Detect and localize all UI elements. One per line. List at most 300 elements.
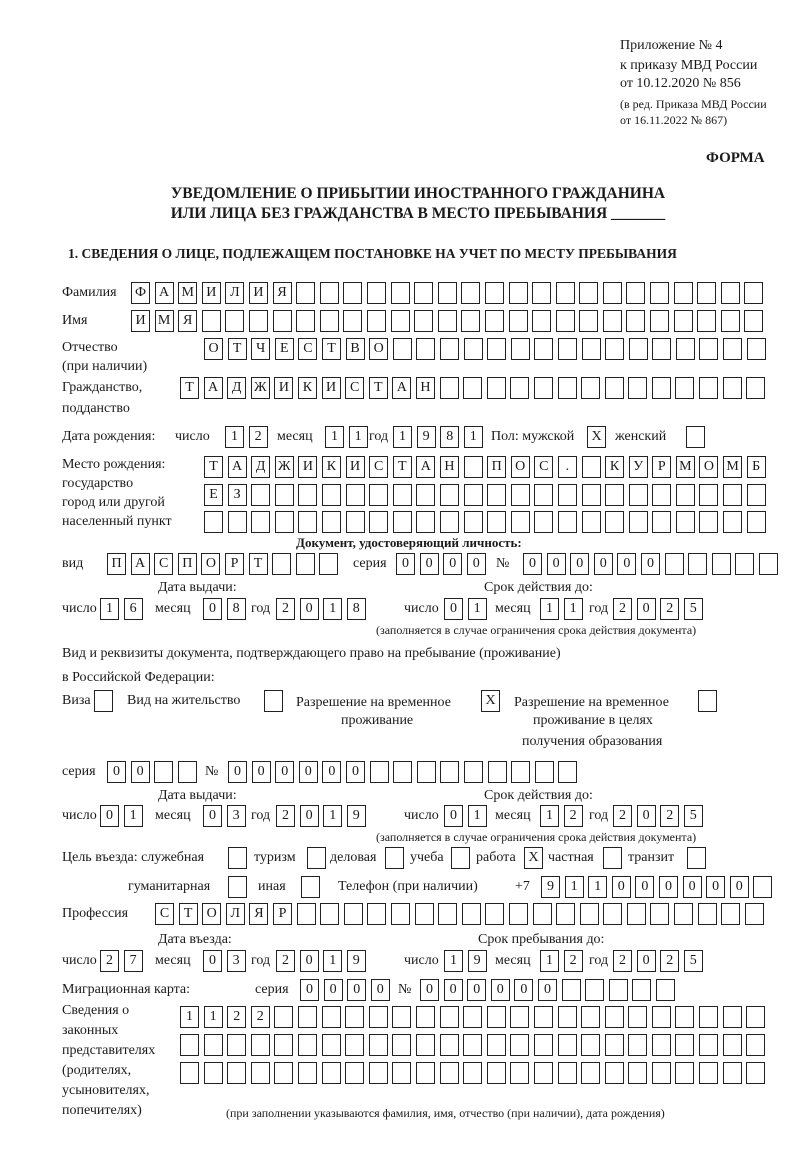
char-box[interactable] [298,1006,317,1028]
char-box[interactable] [581,377,600,399]
char-box[interactable] [747,511,766,533]
char-box[interactable] [676,338,695,360]
char-box[interactable]: 0 [467,553,486,575]
char-box[interactable]: С [369,456,388,478]
char-box[interactable] [345,1006,364,1028]
char-box[interactable] [746,1062,765,1084]
char-box[interactable]: Т [249,553,268,575]
char-box[interactable]: 0 [396,553,415,575]
char-box[interactable] [699,377,718,399]
char-box[interactable] [369,1034,388,1056]
char-box[interactable]: 1 [540,805,559,827]
char-box[interactable]: О [369,338,388,360]
purpose-study-checkbox[interactable] [451,847,470,869]
sex-male-checkbox[interactable]: X [587,426,606,448]
char-box[interactable] [605,1062,624,1084]
char-box[interactable] [534,1062,553,1084]
char-box[interactable] [585,979,604,1001]
char-box[interactable]: 9 [347,805,366,827]
char-box[interactable]: 0 [371,979,390,1001]
char-box[interactable] [605,484,624,506]
char-box[interactable] [251,484,270,506]
char-box[interactable] [440,761,459,783]
char-box[interactable]: 1 [323,805,342,827]
char-box[interactable]: 1 [204,1006,223,1028]
char-box[interactable] [511,484,530,506]
char-box[interactable] [392,1006,411,1028]
char-box[interactable]: 5 [684,805,703,827]
char-box[interactable]: О [201,553,220,575]
char-box[interactable] [628,377,647,399]
char-box[interactable]: С [534,456,553,478]
char-box[interactable] [487,338,506,360]
char-box[interactable]: 0 [228,761,247,783]
char-box[interactable]: 2 [251,1006,270,1028]
char-box[interactable] [487,1006,506,1028]
char-box[interactable]: 0 [299,761,318,783]
char-box[interactable]: 0 [570,553,589,575]
char-box[interactable] [580,903,599,925]
char-box[interactable] [322,1062,341,1084]
char-box[interactable]: Р [273,903,292,925]
char-box[interactable]: Е [204,484,223,506]
char-box[interactable] [675,1034,694,1056]
char-box[interactable]: И [274,377,293,399]
char-box[interactable] [675,1006,694,1028]
char-box[interactable]: 0 [346,761,365,783]
char-box[interactable]: Л [225,282,244,304]
char-box[interactable] [723,1006,742,1028]
char-box[interactable] [627,903,646,925]
char-box[interactable] [581,1062,600,1084]
char-box[interactable] [488,761,507,783]
char-box[interactable] [227,1062,246,1084]
char-box[interactable] [603,903,622,925]
char-box[interactable]: 0 [547,553,566,575]
char-box[interactable]: И [202,282,221,304]
char-box[interactable]: Т [393,456,412,478]
sex-female-checkbox[interactable] [686,426,705,448]
char-box[interactable]: 0 [275,761,294,783]
char-box[interactable] [298,1062,317,1084]
char-box[interactable]: 1 [464,426,483,448]
char-box[interactable]: 1 [323,950,342,972]
char-box[interactable] [534,1006,553,1028]
char-box[interactable] [603,282,622,304]
char-box[interactable] [272,553,291,575]
char-box[interactable]: 1 [100,598,119,620]
char-box[interactable] [558,511,577,533]
char-box[interactable] [227,1034,246,1056]
char-box[interactable] [274,1034,293,1056]
char-box[interactable] [510,377,529,399]
char-box[interactable]: 2 [660,598,679,620]
char-box[interactable] [275,484,294,506]
char-box[interactable] [723,377,742,399]
char-box[interactable]: 0 [730,876,749,898]
char-box[interactable]: П [178,553,197,575]
char-box[interactable]: И [322,377,341,399]
char-box[interactable]: 0 [300,598,319,620]
char-box[interactable]: 0 [300,805,319,827]
char-box[interactable] [438,903,457,925]
char-box[interactable]: 9 [347,950,366,972]
char-box[interactable]: 8 [440,426,459,448]
char-box[interactable] [626,282,645,304]
char-box[interactable]: 0 [324,979,343,1001]
char-box[interactable] [674,282,693,304]
char-box[interactable]: 0 [252,761,271,783]
char-box[interactable] [274,1062,293,1084]
char-box[interactable] [204,511,223,533]
char-box[interactable] [532,310,551,332]
char-box[interactable]: 2 [100,950,119,972]
char-box[interactable] [369,1006,388,1028]
char-box[interactable] [674,310,693,332]
char-box[interactable] [154,761,173,783]
char-box[interactable] [464,761,483,783]
char-box[interactable]: У [629,456,648,478]
char-box[interactable] [414,310,433,332]
char-box[interactable] [391,282,410,304]
char-box[interactable] [346,511,365,533]
char-box[interactable] [533,903,552,925]
char-box[interactable] [367,903,386,925]
char-box[interactable] [723,484,742,506]
char-box[interactable] [581,1006,600,1028]
char-box[interactable] [582,511,601,533]
char-box[interactable] [723,338,742,360]
char-box[interactable] [558,1006,577,1028]
char-box[interactable] [440,1062,459,1084]
char-box[interactable] [463,1006,482,1028]
char-box[interactable] [556,310,575,332]
char-box[interactable]: 0 [444,598,463,620]
char-box[interactable] [652,338,671,360]
purpose-official-checkbox[interactable] [228,847,247,869]
char-box[interactable]: 0 [300,950,319,972]
char-box[interactable]: О [511,456,530,478]
char-box[interactable]: 9 [541,876,560,898]
char-box[interactable] [699,1034,718,1056]
char-box[interactable] [632,979,651,1001]
char-box[interactable] [558,338,577,360]
char-box[interactable] [699,1062,718,1084]
char-box[interactable]: Е [275,338,294,360]
char-box[interactable] [298,1034,317,1056]
char-box[interactable]: 2 [249,426,268,448]
char-box[interactable]: И [346,456,365,478]
char-box[interactable] [605,1006,624,1028]
char-box[interactable] [487,1034,506,1056]
char-box[interactable]: 0 [131,761,150,783]
char-box[interactable] [721,310,740,332]
char-box[interactable]: Ж [275,456,294,478]
char-box[interactable] [319,553,338,575]
char-box[interactable] [605,338,624,360]
char-box[interactable] [464,338,483,360]
char-box[interactable]: 2 [660,950,679,972]
purpose-work-checkbox[interactable]: X [524,847,543,869]
char-box[interactable] [735,553,754,575]
char-box[interactable] [579,282,598,304]
char-box[interactable] [344,903,363,925]
char-box[interactable] [626,310,645,332]
char-box[interactable] [510,1006,529,1028]
char-box[interactable]: 0 [203,598,222,620]
char-box[interactable] [415,903,434,925]
char-box[interactable] [746,1034,765,1056]
char-box[interactable]: Я [249,903,268,925]
char-box[interactable]: 2 [613,950,632,972]
char-box[interactable] [652,1006,671,1028]
char-box[interactable] [369,484,388,506]
char-box[interactable] [440,511,459,533]
char-box[interactable]: 2 [564,805,583,827]
char-box[interactable] [298,484,317,506]
visa-checkbox[interactable] [94,690,113,712]
char-box[interactable] [461,282,480,304]
char-box[interactable] [609,979,628,1001]
char-box[interactable] [463,377,482,399]
char-box[interactable] [440,338,459,360]
char-box[interactable] [511,511,530,533]
char-box[interactable] [298,511,317,533]
char-box[interactable] [487,377,506,399]
char-box[interactable]: 1 [588,876,607,898]
char-box[interactable]: К [605,456,624,478]
char-box[interactable]: А [155,282,174,304]
char-box[interactable]: М [155,310,174,332]
char-box[interactable]: О [699,456,718,478]
temp-residence-checkbox[interactable]: X [481,690,500,712]
char-box[interactable] [747,338,766,360]
char-box[interactable] [485,282,504,304]
char-box[interactable]: 1 [540,598,559,620]
char-box[interactable]: Я [273,282,292,304]
char-box[interactable] [393,511,412,533]
char-box[interactable]: А [131,553,150,575]
char-box[interactable] [251,1034,270,1056]
char-box[interactable]: 0 [347,979,366,1001]
char-box[interactable]: Т [369,377,388,399]
char-box[interactable]: М [676,456,695,478]
char-box[interactable]: 1 [564,598,583,620]
char-box[interactable] [759,553,778,575]
char-box[interactable] [605,377,624,399]
char-box[interactable] [297,903,316,925]
char-box[interactable]: 1 [349,426,368,448]
char-box[interactable]: 0 [523,553,542,575]
char-box[interactable] [178,761,197,783]
char-box[interactable] [534,511,553,533]
char-box[interactable] [416,1006,435,1028]
char-box[interactable]: 0 [203,950,222,972]
char-box[interactable]: Ч [251,338,270,360]
char-box[interactable] [463,1034,482,1056]
char-box[interactable] [416,1034,435,1056]
char-box[interactable] [320,282,339,304]
char-box[interactable] [721,903,740,925]
char-box[interactable]: 1 [468,805,487,827]
char-box[interactable] [558,1062,577,1084]
char-box[interactable]: 1 [323,598,342,620]
char-box[interactable]: Д [251,456,270,478]
char-box[interactable]: К [322,456,341,478]
char-box[interactable]: 0 [659,876,678,898]
char-box[interactable]: Н [416,377,435,399]
char-box[interactable]: Н [440,456,459,478]
char-box[interactable]: Д [227,377,246,399]
char-box[interactable] [556,282,575,304]
char-box[interactable] [343,282,362,304]
char-box[interactable]: П [487,456,506,478]
char-box[interactable] [650,903,669,925]
char-box[interactable]: С [298,338,317,360]
char-box[interactable]: 2 [613,598,632,620]
char-box[interactable]: Р [225,553,244,575]
char-box[interactable]: О [204,338,223,360]
char-box[interactable] [753,876,772,898]
char-box[interactable] [558,377,577,399]
char-box[interactable]: 2 [660,805,679,827]
char-box[interactable] [251,511,270,533]
char-box[interactable] [345,1062,364,1084]
char-box[interactable] [652,484,671,506]
char-box[interactable] [721,282,740,304]
char-box[interactable]: Т [204,456,223,478]
char-box[interactable] [688,553,707,575]
char-box[interactable]: 3 [227,950,246,972]
char-box[interactable] [487,484,506,506]
char-box[interactable]: 1 [325,426,344,448]
char-box[interactable] [628,1034,647,1056]
char-box[interactable]: 0 [706,876,725,898]
char-box[interactable] [464,456,483,478]
char-box[interactable]: 0 [617,553,636,575]
purpose-transit-checkbox[interactable] [687,847,706,869]
char-box[interactable] [665,553,684,575]
char-box[interactable]: 2 [613,805,632,827]
char-box[interactable] [438,310,457,332]
char-box[interactable] [723,1034,742,1056]
char-box[interactable] [532,282,551,304]
char-box[interactable] [462,903,481,925]
char-box[interactable] [605,1034,624,1056]
char-box[interactable] [534,377,553,399]
purpose-humanitarian-checkbox[interactable] [228,876,247,898]
char-box[interactable] [204,1062,223,1084]
char-box[interactable] [509,310,528,332]
char-box[interactable] [746,1006,765,1028]
char-box[interactable] [509,282,528,304]
char-box[interactable] [558,484,577,506]
char-box[interactable] [391,903,410,925]
char-box[interactable]: Ж [251,377,270,399]
char-box[interactable]: А [228,456,247,478]
char-box[interactable] [180,1062,199,1084]
char-box[interactable] [487,511,506,533]
residence-permit-checkbox[interactable] [264,690,283,712]
char-box[interactable] [322,484,341,506]
char-box[interactable]: С [155,903,174,925]
char-box[interactable] [461,310,480,332]
char-box[interactable]: 0 [107,761,126,783]
char-box[interactable] [438,282,457,304]
char-box[interactable] [650,282,669,304]
char-box[interactable] [225,310,244,332]
char-box[interactable]: И [131,310,150,332]
char-box[interactable] [745,903,764,925]
char-box[interactable] [463,1062,482,1084]
char-box[interactable] [699,484,718,506]
char-box[interactable] [275,511,294,533]
char-box[interactable]: 7 [124,950,143,972]
char-box[interactable] [464,511,483,533]
char-box[interactable]: О [202,903,221,925]
char-box[interactable]: 0 [637,805,656,827]
char-box[interactable] [322,511,341,533]
char-box[interactable] [228,511,247,533]
char-box[interactable] [393,761,412,783]
char-box[interactable] [370,761,389,783]
char-box[interactable] [581,1034,600,1056]
char-box[interactable]: 1 [393,426,412,448]
char-box[interactable]: 1 [540,950,559,972]
char-box[interactable]: 0 [100,805,119,827]
char-box[interactable]: . [558,456,577,478]
char-box[interactable]: К [298,377,317,399]
char-box[interactable] [699,1006,718,1028]
char-box[interactable] [562,979,581,1001]
char-box[interactable] [652,377,671,399]
char-box[interactable]: 1 [225,426,244,448]
char-box[interactable]: 9 [468,950,487,972]
char-box[interactable]: Б [747,456,766,478]
char-box[interactable] [392,1034,411,1056]
char-box[interactable] [416,1062,435,1084]
char-box[interactable] [698,903,717,925]
purpose-tourism-checkbox[interactable] [307,847,326,869]
char-box[interactable]: 0 [420,979,439,1001]
char-box[interactable]: М [723,456,742,478]
char-box[interactable]: 2 [276,598,295,620]
char-box[interactable]: Л [226,903,245,925]
char-box[interactable] [534,1034,553,1056]
char-box[interactable] [487,1062,506,1084]
char-box[interactable] [534,338,553,360]
char-box[interactable]: С [345,377,364,399]
char-box[interactable] [416,511,435,533]
char-box[interactable] [605,511,624,533]
char-box[interactable]: Т [180,377,199,399]
purpose-private-checkbox[interactable] [603,847,622,869]
char-box[interactable] [629,338,648,360]
char-box[interactable] [440,1006,459,1028]
char-box[interactable] [440,1034,459,1056]
char-box[interactable]: Т [179,903,198,925]
char-box[interactable]: С [154,553,173,575]
char-box[interactable] [628,1062,647,1084]
char-box[interactable]: 0 [420,553,439,575]
char-box[interactable] [485,903,504,925]
char-box[interactable]: 6 [124,598,143,620]
char-box[interactable]: 3 [227,805,246,827]
char-box[interactable] [558,761,577,783]
char-box[interactable] [322,1034,341,1056]
char-box[interactable] [511,761,530,783]
char-box[interactable]: 0 [443,553,462,575]
